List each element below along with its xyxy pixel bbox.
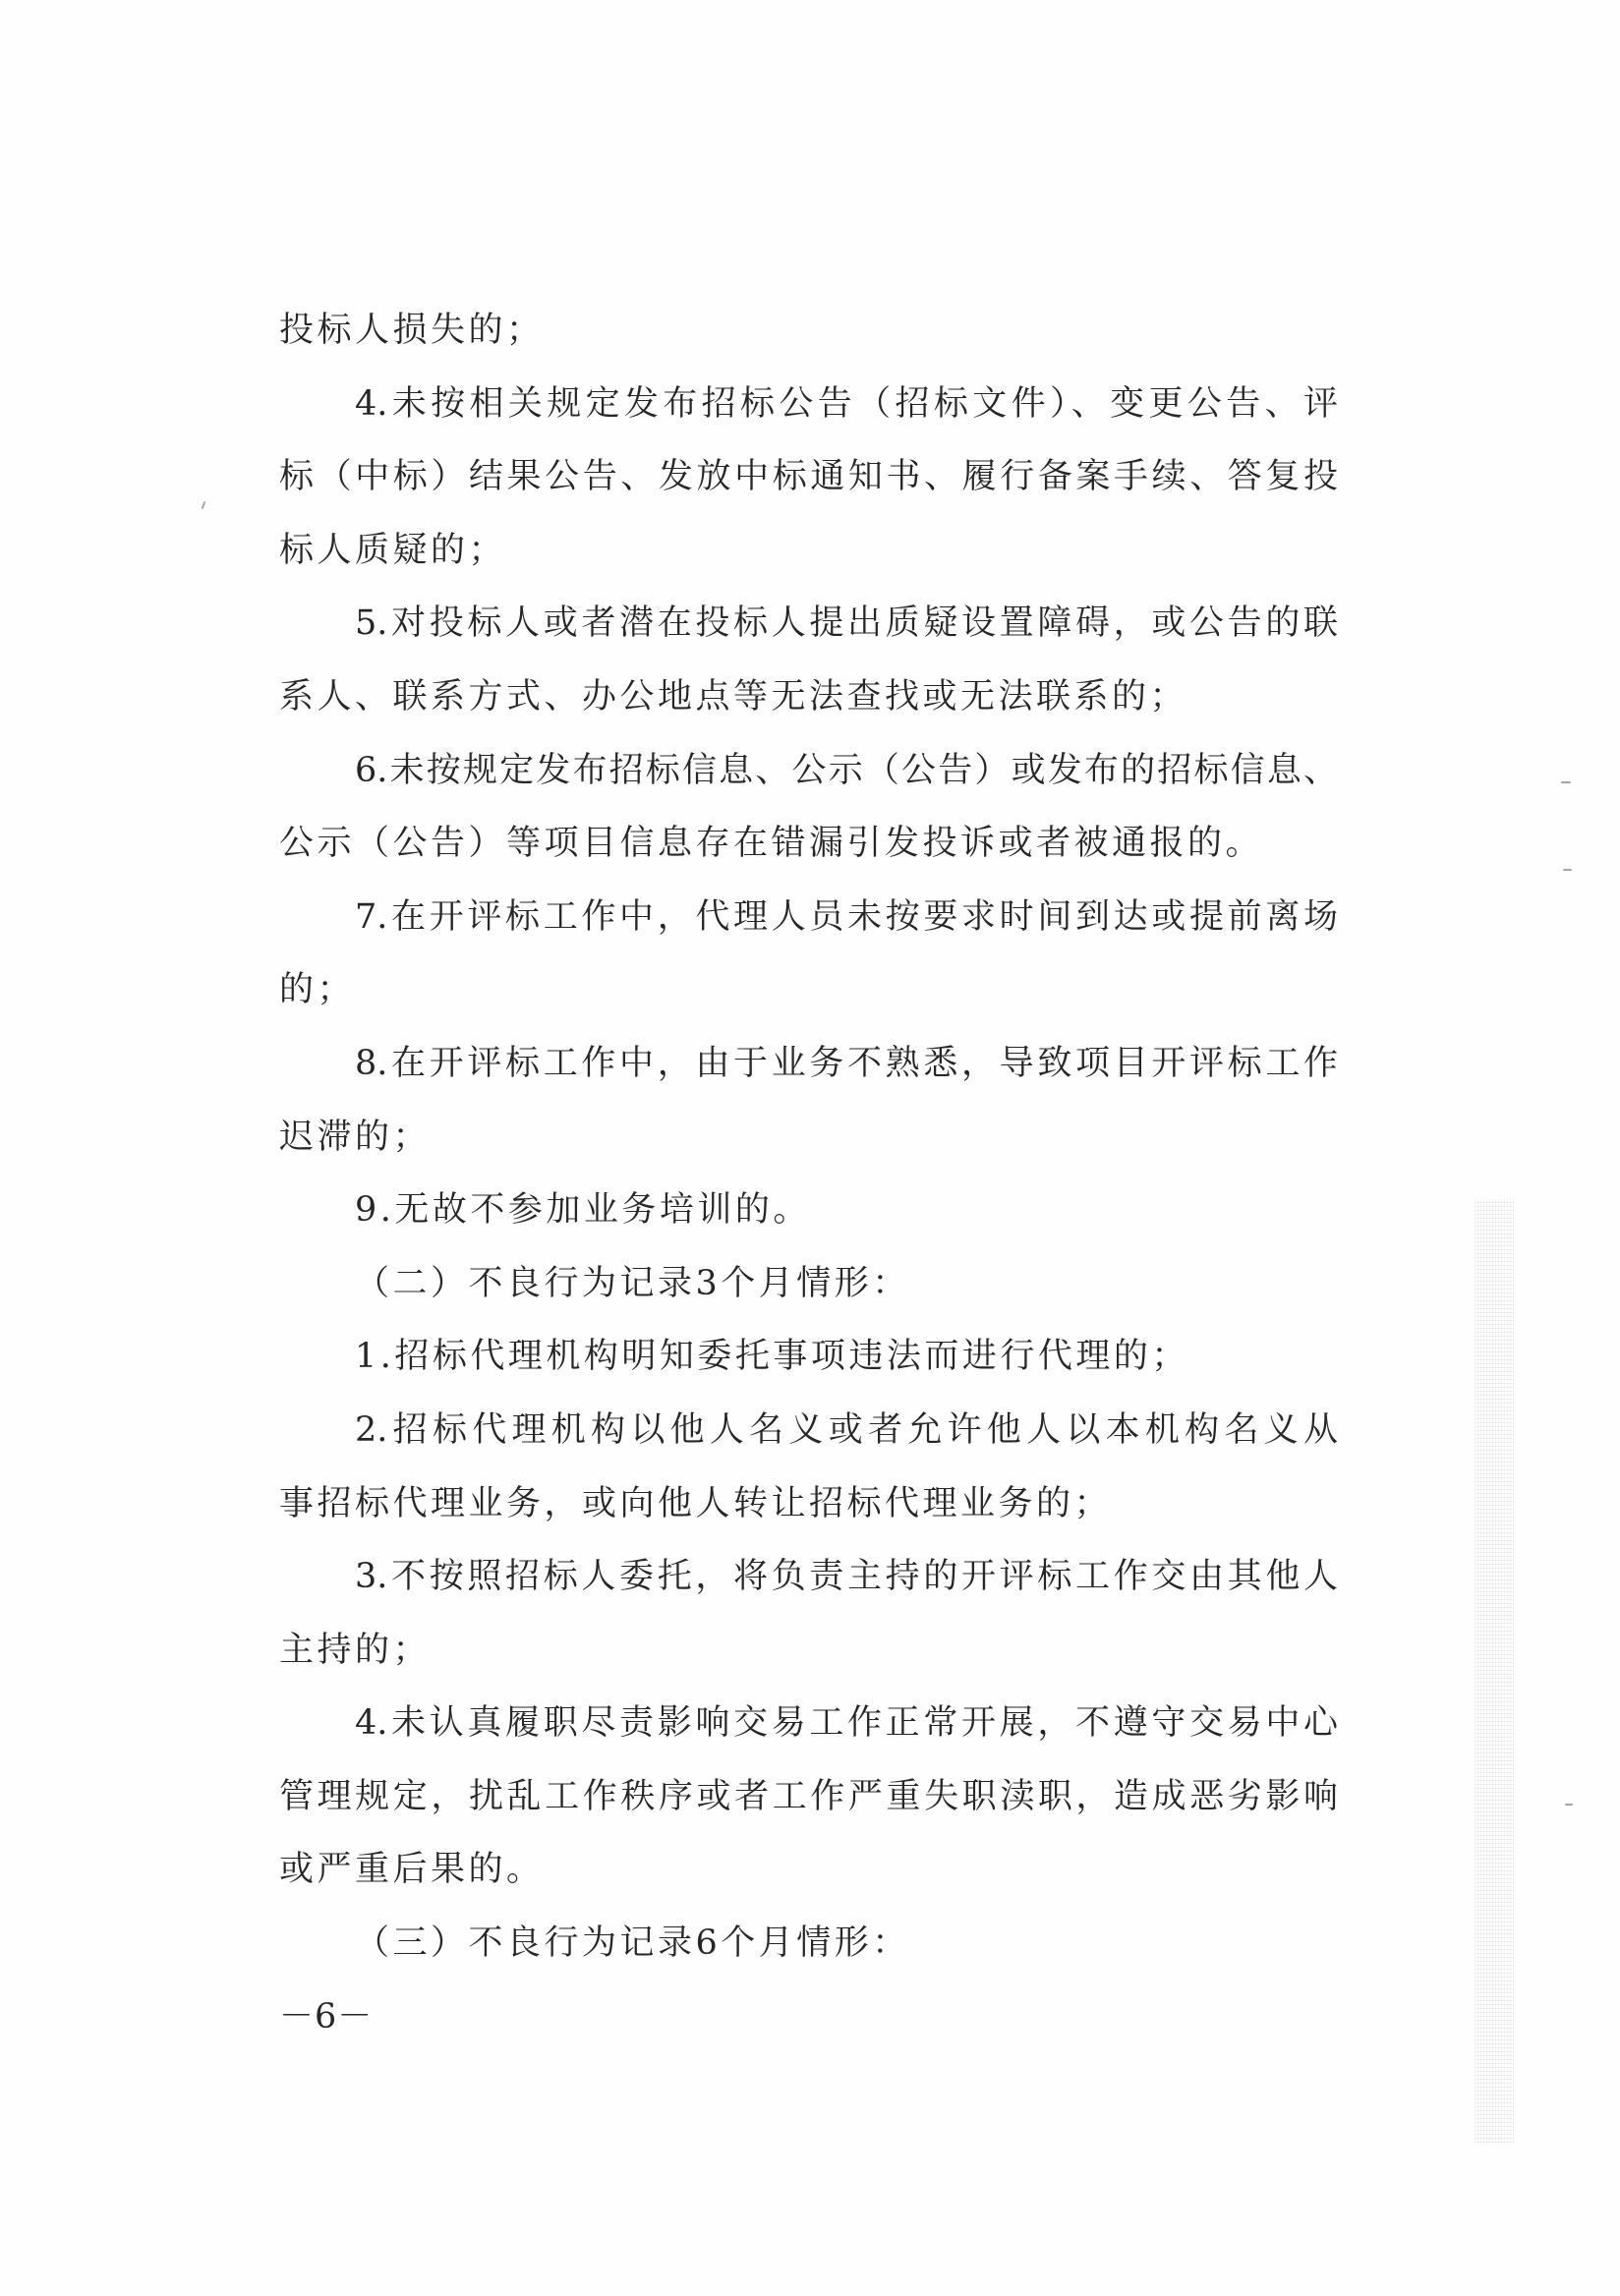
text-line: （三）不良行为记录6个月情形： bbox=[355, 1923, 910, 1964]
text-line: 标（中标）结果公告、发放中标通知书、履行备案手续、答复投 bbox=[279, 457, 1338, 497]
text-line: 事招标代理业务，或向他人转让招标代理业务的； bbox=[279, 1483, 1113, 1523]
text-line: 9.无故不参加业务培训的。 bbox=[355, 1190, 811, 1231]
paragraph-continuation bbox=[279, 294, 1338, 368]
scan-speck bbox=[1561, 781, 1571, 783]
scan-speck bbox=[1563, 869, 1572, 871]
list-item-8 bbox=[279, 1027, 1338, 1174]
text-line: 6.未按规定发布招标信息、公示（公告）或发布的招标信息、 bbox=[355, 750, 1338, 790]
list-item-4-b bbox=[279, 1687, 1338, 1907]
text-line: 5.对投标人或者潜在投标人提出质疑设置障碍，或公告的联 bbox=[355, 603, 1338, 644]
section-heading-2 bbox=[279, 1247, 1338, 1321]
page-number: －6－ bbox=[279, 1996, 374, 2037]
text-line: （二）不良行为记录3个月情形： bbox=[355, 1263, 910, 1303]
list-item-9 bbox=[279, 1174, 1338, 1247]
list-item-7 bbox=[279, 881, 1338, 1027]
list-item-3 bbox=[279, 1540, 1338, 1687]
scan-noise-band bbox=[1475, 1199, 1514, 2143]
list-item-6 bbox=[279, 734, 1338, 881]
list-item-4 bbox=[279, 368, 1338, 588]
text-line: 公示（公告）等项目信息存在错漏引发投诉或者被通报的。 bbox=[279, 824, 1264, 864]
scan-speck bbox=[1565, 1804, 1573, 1806]
list-item-1 bbox=[279, 1320, 1338, 1394]
text-line: 8.在开评标工作中，由于业务不熟悉，导致项目开评标工作 bbox=[355, 1043, 1338, 1083]
text-line: 迟滞的； bbox=[279, 1117, 432, 1157]
text-line: 或严重后果的。 bbox=[279, 1850, 545, 1890]
document-body bbox=[279, 294, 1338, 2053]
text-line: 标人质疑的； bbox=[279, 530, 507, 570]
text-line: 2.招标代理机构以他人名义或者允许他人以本机构名义从 bbox=[355, 1409, 1338, 1450]
section-heading-3 bbox=[279, 1907, 1338, 1980]
text-line: 4.未按相关规定发布招标公告（招标文件）、变更公告、评 bbox=[355, 383, 1338, 424]
list-item-2 bbox=[279, 1394, 1338, 1540]
text-line: 1.招标代理机构明知委托事项违法而进行代理的； bbox=[355, 1337, 1189, 1377]
text-line: 的； bbox=[279, 970, 356, 1010]
text-line: 3.不按照招标人委托，将负责主持的开评标工作交由其他人 bbox=[355, 1557, 1338, 1597]
scan-speck bbox=[202, 501, 206, 509]
text-line: 管理规定，扰乱工作秩序或者工作严重失职渎职，造成恶劣影响 bbox=[279, 1776, 1338, 1816]
text-line: 投标人损失的； bbox=[279, 311, 545, 350]
text-line: 7.在开评标工作中，代理人员未按要求时间到达或提前离场 bbox=[355, 896, 1338, 937]
text-line: 系人、联系方式、办公地点等无法查找或无法联系的； bbox=[279, 676, 1188, 717]
text-line: 4.未认真履职尽责影响交易工作正常开展，不遵守交易中心 bbox=[355, 1703, 1338, 1744]
text-line: 主持的； bbox=[279, 1630, 432, 1670]
list-item-5 bbox=[279, 587, 1338, 733]
